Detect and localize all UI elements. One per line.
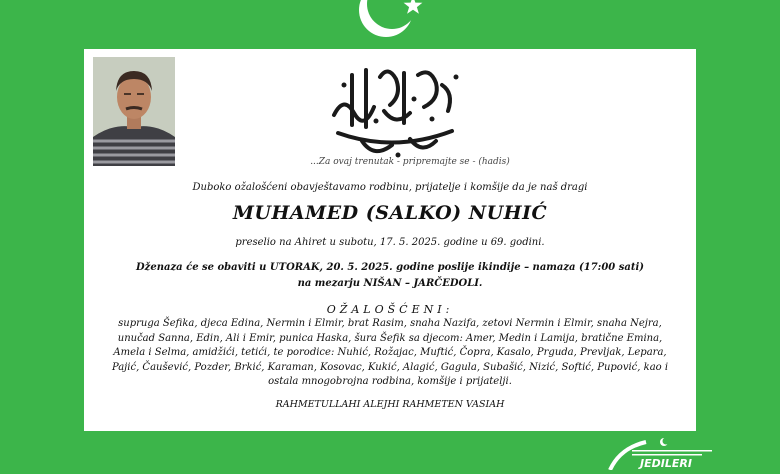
crescent-star-icon [352,0,432,44]
burial-location: na mezarju NIŠAN – JARČEDOLI. [297,278,483,289]
arabic-calligraphy-icon [314,55,474,167]
passing-date-text: preselio na Ahiret u subotu, 17. 5. 2025. godine u 69. godini. [235,237,545,248]
mourners-line: ostala mnogobrojna rodbina, komšije i prijatelji. [268,376,512,388]
mourners-line: supruga Šefika, djeca Edina, Nermin i Elmir, brat Rasim, snaha Nazifa, zetovi Nermin i Elmir, snaha Nejra, [118,318,662,329]
publisher-logo [606,436,716,470]
deceased-name: MUHAMED (SALKO) NUHIĆ [232,202,548,224]
mourners-list [84,317,696,390]
mourners-line: Pajić, Čaušević, Pozder, Brkić, Karaman, Kosovac, Kukić, Alagić, Gagula, Subašić, Nizić, Softić, Pupović, kao i [111,361,669,373]
closing-prayer: RAHMETULLAHI ALEJHI RAHMETEN VASIAH [275,399,505,410]
obituary-card [84,49,696,431]
publisher-logo-text: JEDILERI [640,457,692,470]
mourners-title: OŽALOŠĆENI: [326,303,454,316]
funeral-info: Dženaza će se obaviti u UTORAK, 20. 5. 2025. godine poslije ikindije – namaza (17:00 sati) [136,262,644,273]
mourners-line: unučad Sanna, Edin, Ali i Emir, punica Haska, šura Šefik sa djecom: Amer, Medin i Lamija, bratične Emina, [117,332,663,344]
portrait-photo [93,57,175,166]
mourners-line: Amela i Selma, amidžići, tetići, te porodice: Nuhić, Rožajac, Muftić, Čopra, Kasalo, Prguda, Prevljak, Lepara, [113,347,667,359]
hadith-tagline: ...Za ovaj trenutak - pripremajte se - (hadis) [310,157,510,167]
intro-text: Duboko ožalošćeni obavještavamo rodbinu, prijatelje i komšije da je naš dragi [192,182,588,193]
